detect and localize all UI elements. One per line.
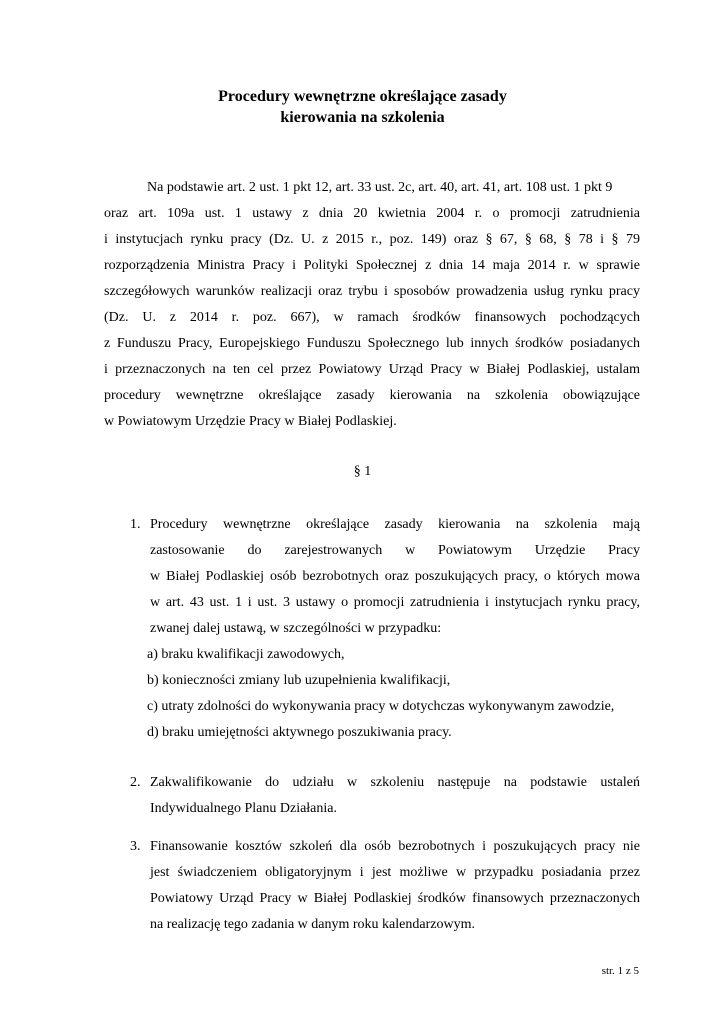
item-line: Indywidualnego Planu Działania. bbox=[150, 801, 338, 816]
intro-line: z Funduszu Pracy, Europejskiego Funduszu Społecznego lub innych środków posiadanych bbox=[104, 336, 640, 351]
item-line: Powiatowy Urząd Pracy w Białej Podlaskiej środków finansowych przeznaczonych bbox=[150, 891, 640, 906]
title-line-2: kierowania na szkolenia bbox=[280, 109, 445, 126]
item-number: 1. bbox=[130, 517, 141, 532]
item-number: 3. bbox=[130, 839, 141, 854]
subitem: c) utraty zdolności do wykonywania pracy w dotychczas wykonywanym zawodzie, bbox=[147, 699, 615, 714]
title-line-1: Procedury wewnętrzne określające zasady bbox=[218, 88, 507, 105]
intro-line: w Powiatowym Urzędzie Pracy w Białej Podlaskiej. bbox=[104, 414, 397, 429]
item-line: w Białej Podlaskiej osób bezrobotnych oraz poszukujących pracy, o których mowa bbox=[150, 569, 640, 584]
item-line: Procedury wewnętrzne określające zasady kierowania na szkolenia mają bbox=[150, 517, 640, 532]
section-heading: § 1 bbox=[353, 464, 372, 479]
intro-line: i przeznaczonych na ten cel przez Powiatowy Urząd Pracy w Białej Podlaskiej, ustalam bbox=[104, 362, 640, 377]
item-line: zwanej dalej ustawą, w szczególności w przypadku: bbox=[150, 621, 442, 636]
subitem: b) konieczności zmiany lub uzupełnienia kwalifikacji, bbox=[147, 673, 451, 688]
intro-line: procedury wewnętrzne określające zasady kierowania na szkolenia obowiązujące bbox=[104, 388, 640, 403]
intro-line: szczegółowych warunków realizacji oraz trybu i sposobów prowadzenia usług rynku pracy bbox=[104, 284, 640, 299]
subitem: d) braku umiejętności aktywnego poszukiwania pracy. bbox=[147, 725, 452, 740]
intro-line: (Dz. U. z 2014 r. poz. 667), w ramach środków finansowych pochodzących bbox=[104, 310, 640, 325]
intro-line: oraz art. 109a ust. 1 ustawy z dnia 20 kwietnia 2004 r. o promocji zatrudnienia bbox=[104, 206, 640, 221]
intro-line: Na podstawie art. 2 ust. 1 pkt 12, art. 33 ust. 2c, art. 40, art. 41, art. 108 ust. 1 pkt 9 bbox=[147, 180, 613, 195]
item-line: zastosowanie do zarejestrowanych w Powiatowym Urzędzie Pracy bbox=[150, 543, 640, 558]
item-line: w art. 43 ust. 1 i ust. 3 ustawy o promocji zatrudnienia i instytucjach rynku pracy, bbox=[150, 595, 640, 610]
item-number: 2. bbox=[130, 775, 141, 790]
subitem: a) braku kwalifikacji zawodowych, bbox=[147, 647, 345, 662]
item-line: Zakwalifikowanie do udziału w szkoleniu następuje na podstawie ustaleń bbox=[150, 775, 640, 790]
document-title bbox=[0, 86, 725, 128]
intro-line: rozporządzenia Ministra Pracy i Polityki Społecznej z dnia 14 maja 2014 r. w sprawie bbox=[104, 258, 640, 273]
item-line: na realizację tego zadania w danym roku kalendarzowym. bbox=[150, 917, 475, 932]
item-line: jest świadczeniem obligatoryjnym i jest możliwe w przypadku posiadania przez bbox=[150, 865, 640, 880]
page-number: str. 1 z 5 bbox=[601, 965, 639, 977]
intro-line: i instytucjach rynku pracy (Dz. U. z 2015 r., poz. 149) oraz § 67, § 68, § 78 i § 79 bbox=[104, 232, 640, 247]
item-line: Finansowanie kosztów szkoleń dla osób bezrobotnych i poszukujących pracy nie bbox=[150, 839, 640, 854]
